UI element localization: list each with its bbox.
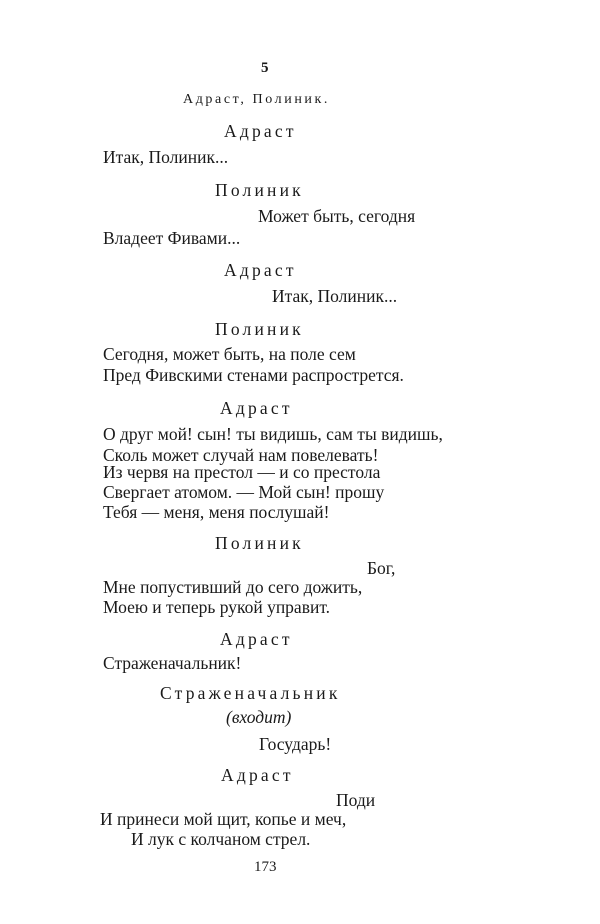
- speaker-name: Адраст: [220, 398, 293, 418]
- verse-line: Тебя — меня, меня послушай!: [103, 502, 330, 522]
- verse-line: Страженачальник!: [103, 653, 242, 673]
- verse-line: Бог,: [367, 558, 396, 578]
- speaker-name: Полиник: [215, 533, 304, 553]
- speaker-name: Полиник: [215, 180, 304, 200]
- speaker-name: Адраст: [224, 260, 297, 280]
- stage-direction: (входит): [226, 707, 292, 727]
- verse-line: Владеет Фивами...: [103, 228, 241, 248]
- verse-line: Свергает атомом. — Мой сын! прошу: [103, 482, 385, 502]
- verse-line: Итак, Полиник...: [103, 147, 229, 167]
- scene-number: 5: [261, 60, 269, 76]
- verse-line: Мне попустивший до сего дожить,: [103, 577, 363, 597]
- verse-line: Сколь может случай нам повелевать!: [103, 445, 379, 465]
- verse-line: Сегодня, может быть, на поле сем: [103, 344, 356, 364]
- verse-line: О друг мой! сын! ты видишь, сам ты видишь,: [103, 424, 443, 444]
- verse-line: Из червя на престол — и со престола: [103, 462, 381, 482]
- speaker-name: Адраст: [221, 765, 294, 785]
- verse-line: И лук с колчаном стрел.: [131, 829, 311, 849]
- verse-line: Государь!: [259, 734, 332, 754]
- speaker-name: Адраст: [220, 629, 293, 649]
- scene-characters: Адраст, Полиник.: [183, 92, 331, 107]
- verse-line: Моею и теперь рукой управит.: [103, 597, 331, 617]
- verse-line: И принеси мой щит, копье и меч,: [100, 809, 347, 829]
- speaker-name: Адраст: [224, 121, 297, 141]
- speaker-name: Страженачальник: [160, 683, 341, 703]
- verse-line: Может быть, сегодня: [258, 206, 416, 226]
- page-number: 173: [254, 859, 277, 875]
- speaker-name: Полиник: [215, 319, 304, 339]
- verse-line: Итак, Полиник...: [272, 286, 398, 306]
- verse-line: Поди: [336, 790, 376, 810]
- verse-line: Пред Фивскими стенами распрострется.: [103, 365, 404, 385]
